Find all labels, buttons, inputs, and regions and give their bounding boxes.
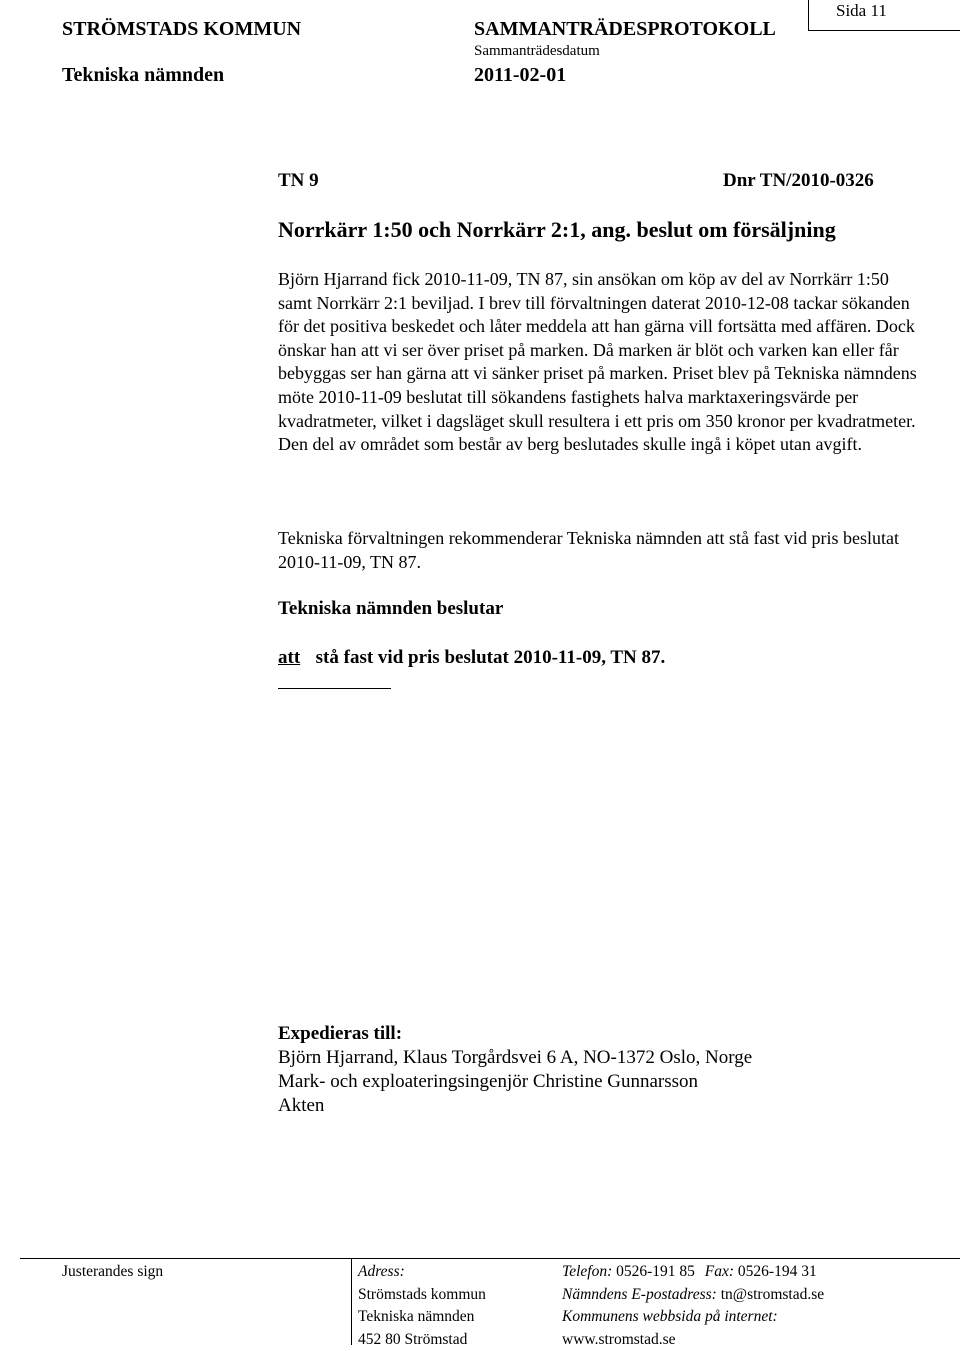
page-box-vertical-rule	[808, 0, 809, 30]
dispatch-heading: Expedieras till:	[278, 1023, 402, 1045]
address-line: Tekniska nämnden	[358, 1306, 486, 1329]
decision-text: stå fast vid pris beslutat 2010-11-09, TN 87.	[316, 647, 666, 668]
document-type: SAMMANTRÄDESPROTOKOLL	[474, 18, 776, 41]
paragraph-background: Björn Hjarrand fick 2010-11-09, TN 87, sin ansökan om köp av del av Norrkärr 1:50 samt Norrkärr 2:1 beviljad. I brev till förvaltningen daterat 2010-12-08 tackar sökanden för det positiva beskedet och låter meddela att han gärna vill fortsätta med affären. Dock önskar han att vi ser över priset på marken. Då marken är blöt och varken kan eller får bebyggas ser han gärna att vi sänker priset på marken. Priset blev på Tekniska nämndens möte 2010-11-09 beslutat till sökandens fastighets halva marktaxeringsvärde per kvadratmeter, vilket i dagsläget skull resultera i ett pris om 350 kronor per kvadratmeter. Den del av området som består av berg beslutades skulle ingå i köpet utan avgift.	[278, 268, 918, 457]
phone-number: 0526-191 85	[616, 1263, 695, 1280]
item-title: Norrkärr 1:50 och Norrkärr 2:1, ang. beslut om försäljning	[278, 217, 836, 243]
decision-line	[278, 647, 665, 669]
fax-number: 0526-194 31	[738, 1263, 817, 1280]
diary-number: Dnr TN/2010-0326	[723, 170, 874, 192]
page-box-horizontal-rule	[808, 30, 960, 31]
decision-att: att	[278, 647, 300, 668]
email-address[interactable]: tn@stromstad.se	[721, 1286, 824, 1303]
dispatch-recipient: Björn Hjarrand, Klaus Torgårdsvei 6 A, NO-1372 Oslo, Norge	[278, 1047, 752, 1069]
footer-divider	[351, 1258, 352, 1345]
item-description	[278, 268, 918, 457]
item-number: TN 9	[278, 170, 319, 192]
footer-address	[358, 1261, 486, 1351]
address-label: Adress:	[358, 1261, 486, 1284]
paragraph-recommendation: Tekniska förvaltningen rekommenderar Tekniska nämnden att stå fast vid pris beslutat 2010-11-09, TN 87.	[278, 527, 918, 574]
address-line: 452 80 Strömstad	[358, 1329, 486, 1351]
web-label: Kommunens webbsida på internet:	[562, 1306, 824, 1329]
signature-label: Justerandes sign	[62, 1261, 163, 1284]
committee-name: Tekniska nämnden	[62, 64, 224, 87]
decision-end-rule	[278, 688, 391, 689]
org-name: STRÖMSTADS KOMMUN	[62, 18, 301, 41]
footer-rule	[20, 1258, 960, 1259]
dispatch-recipient: Mark- och exploateringsingenjör Christine Gunnarsson	[278, 1071, 698, 1093]
decision-heading: Tekniska nämnden beslutar	[278, 598, 503, 620]
page-number: Sida 11	[836, 1, 887, 21]
address-line: Strömstads kommun	[358, 1284, 486, 1307]
phone-fax-line	[562, 1261, 824, 1284]
phone-label: Telefon:	[562, 1263, 612, 1280]
footer-contact	[562, 1261, 824, 1351]
item-recommendation	[278, 527, 918, 574]
fax-label: Fax:	[705, 1263, 734, 1280]
dispatch-recipient: Akten	[278, 1095, 324, 1117]
meeting-date: 2011-02-01	[474, 64, 566, 87]
date-label: Sammanträdesdatum	[474, 43, 600, 60]
email-line	[562, 1284, 824, 1307]
email-label: Nämndens E-postadress:	[562, 1286, 717, 1303]
web-link[interactable]: www.stromstad.se	[562, 1329, 824, 1351]
